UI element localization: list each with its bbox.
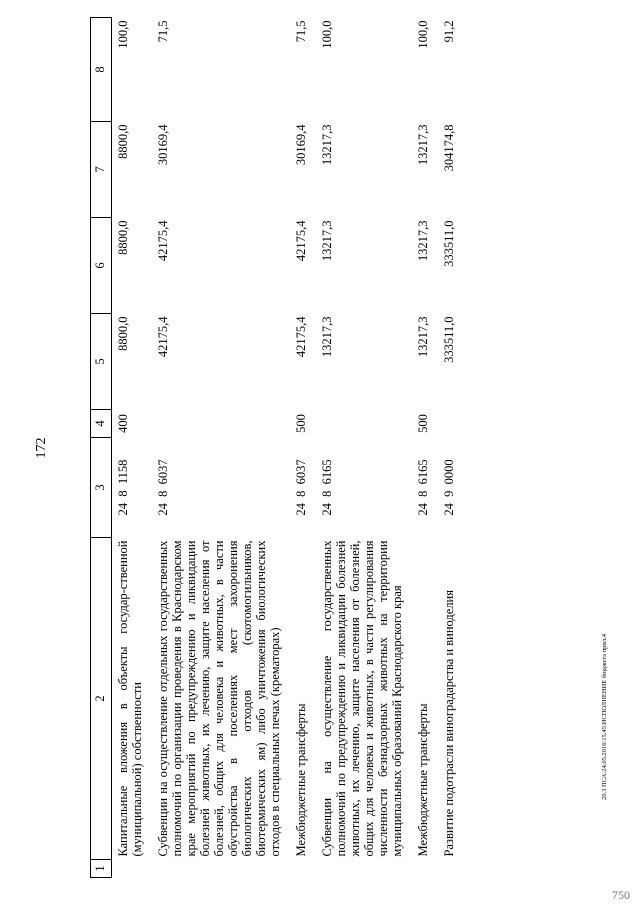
cell-value-8: 100,0	[320, 20, 334, 49]
cell-description: Субвенции на осуществление отдельных государственных полномочий по организации проведения в Краснодарском крае мероприятий по предупреждению и ликвидации болезней животных, их лечению, защите населения от болезней, общих для человека и животных, в части обустройства в поселениях мест захоронения биологических отходов (скотомогильников, биотермических ям) либо уничтожения биологических отходов в специальных печах (крематорах)	[156, 540, 282, 857]
table-row	[152, 18, 290, 878]
code-c: 6037	[294, 459, 308, 485]
cell-value-7: 304174,8	[442, 124, 456, 172]
code-b: 8	[320, 490, 334, 497]
side-footer-note: 20.3 ПСА\24.05.2016\15.45\ИСПОЛНЕНИЕ бюджета прил.4	[601, 633, 608, 800]
cell-value-8: 71,5	[156, 20, 170, 43]
cell-value-7: 30169,4	[294, 124, 308, 166]
cell-type-code	[438, 410, 464, 438]
cell-code	[112, 438, 153, 538]
header-col-6: 6	[91, 218, 112, 314]
code-c: 0000	[442, 459, 456, 485]
cell-col-1	[112, 860, 153, 878]
cell-value-6: 13217,3	[320, 220, 334, 262]
cell-col-1	[412, 860, 438, 878]
cell-description: Развитие подотрасли виноградарства и виноделия	[442, 590, 456, 857]
cell-value-5: 13217,3	[320, 316, 334, 358]
code-a: 24	[116, 502, 130, 516]
cell-value-7: 30169,4	[156, 124, 170, 166]
code-a: 24	[442, 503, 456, 516]
cell-description: Межбюджетные трансферты	[294, 703, 308, 857]
cell-col-1	[438, 860, 464, 878]
table-row	[412, 18, 438, 878]
corner-page-number: 750	[612, 888, 630, 902]
cell-value-5: 13217,3	[416, 316, 430, 358]
page-number: 172	[34, 437, 49, 459]
cell-value-8: 100,0	[116, 20, 130, 49]
rotated-table-container	[90, 18, 530, 878]
code-c: 6165	[416, 459, 430, 485]
code-b: 8	[156, 490, 170, 497]
cell-code	[438, 438, 464, 538]
cell-value-5: 42175,4	[294, 316, 308, 358]
cell-col-1	[316, 860, 412, 878]
cell-value-6: 42175,4	[294, 220, 308, 262]
cell-code	[152, 438, 290, 538]
code-a: 24	[156, 503, 170, 516]
budget-table	[90, 17, 464, 878]
cell-description: Межбюджетные трансферты	[416, 703, 430, 857]
cell-value-5: 333511,0	[442, 316, 456, 363]
cell-code	[290, 438, 316, 538]
code-b: 8	[294, 490, 308, 497]
cell-type-code	[152, 410, 290, 438]
cell-value-8: 91,2	[442, 20, 456, 43]
code-b: 9	[442, 490, 456, 497]
cell-description: Субвенции на осуществление государственных полномочий по предупреждению и ликвидации болезней животных, их лечению, защите населения от болезней, общих для человека и животных, в части регулирования численности безнадзорных животных на территории муниципальных образований Краснодарского края	[320, 540, 404, 857]
cell-value-6: 13217,3	[416, 220, 430, 262]
cell-type-code: 500	[416, 414, 430, 433]
cell-value-8: 71,5	[294, 20, 308, 43]
cell-type-code: 400	[116, 414, 130, 433]
code-b: 8	[416, 490, 430, 497]
cell-description: Капитальные вложения в объекты государ-ственной (муниципальной) собственности	[116, 540, 144, 857]
code-c: 1158	[116, 459, 130, 485]
header-col-3: 3	[91, 438, 112, 538]
cell-col-1	[152, 860, 290, 878]
table-row	[112, 18, 153, 878]
cell-code	[316, 438, 412, 538]
table-header-row	[91, 18, 112, 878]
table-row	[438, 18, 464, 878]
code-a: 24	[416, 503, 430, 516]
cell-code	[412, 438, 438, 538]
table-row	[316, 18, 412, 878]
cell-type-code	[316, 410, 412, 438]
cell-value-5: 8800,0	[116, 316, 130, 351]
header-col-7: 7	[91, 122, 112, 218]
cell-value-8: 100,0	[416, 20, 430, 49]
code-a: 24	[294, 503, 308, 516]
cell-value-5: 42175,4	[156, 316, 170, 358]
header-col-2: 2	[91, 538, 112, 860]
cell-value-6: 333511,0	[442, 220, 456, 267]
cell-type-code: 500	[294, 414, 308, 433]
table-row	[290, 18, 316, 878]
code-a: 24	[320, 503, 334, 516]
code-c: 6037	[156, 459, 170, 485]
code-b: 8	[116, 490, 130, 497]
cell-value-7: 8800,0	[116, 124, 130, 159]
cell-value-7: 13217,3	[416, 124, 430, 166]
code-c: 6165	[320, 459, 334, 485]
header-col-1: 1	[91, 860, 112, 878]
header-col-4: 4	[91, 410, 112, 438]
cell-col-1	[290, 860, 316, 878]
header-col-5: 5	[91, 314, 112, 410]
cell-value-6: 42175,4	[156, 220, 170, 262]
cell-value-6: 8800,0	[116, 220, 130, 255]
header-col-8: 8	[91, 18, 112, 122]
cell-value-7: 13217,3	[320, 124, 334, 166]
